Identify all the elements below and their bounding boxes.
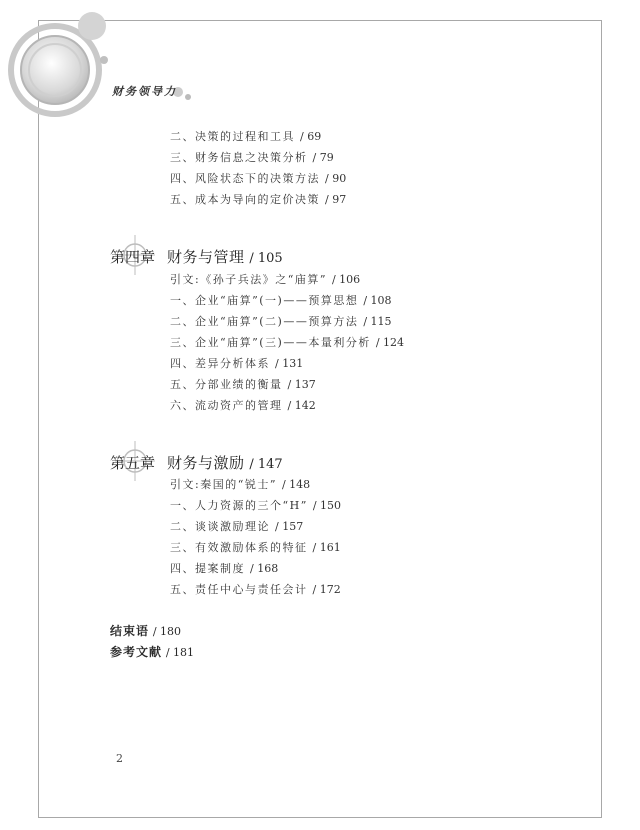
toc-closing[interactable]: 结束语 / 180: [110, 624, 182, 638]
toc-item[interactable]: 三、财务信息之决策分析 / 79: [170, 151, 334, 164]
circles-decoration: [0, 0, 220, 140]
toc-item[interactable]: 二、决策的过程和工具 / 69: [170, 130, 322, 143]
toc-item[interactable]: 一、人力资源的三个“H” / 150: [170, 499, 342, 512]
toc-item[interactable]: 三、企业“庙算”(三)——本量利分析 / 124: [170, 336, 405, 349]
toc-item[interactable]: 四、提案制度 / 168: [170, 562, 279, 575]
chapter-heading-4[interactable]: 第四章 财务与管理 / 105: [110, 248, 283, 266]
toc-item[interactable]: 三、有效激励体系的特征 / 161: [170, 541, 341, 554]
toc-references[interactable]: 参考文献 / 181: [110, 645, 195, 659]
chapter-heading-5[interactable]: 第五章 财务与激励 / 147: [110, 454, 283, 472]
toc-item[interactable]: 六、流动资产的管理 / 142: [170, 399, 316, 412]
toc-item[interactable]: 二、谈谈激励理论 / 157: [170, 520, 304, 533]
page-number: 2: [116, 752, 123, 765]
toc-item[interactable]: 二、企业“庙算”(二)——预算方法 / 115: [170, 315, 392, 328]
toc-item[interactable]: 引文:《孙子兵法》之“庙算” / 106: [170, 273, 361, 286]
book-title: 财务领导力: [112, 85, 177, 98]
toc-item[interactable]: 四、差异分析体系 / 131: [170, 357, 304, 370]
toc-item[interactable]: 五、分部业绩的衡量 / 137: [170, 378, 316, 391]
toc-item[interactable]: 一、企业“庙算”(一)——预算思想 / 108: [170, 294, 392, 307]
toc-item[interactable]: 五、责任中心与责任会计 / 172: [170, 583, 341, 596]
toc-item[interactable]: 四、风险状态下的决策方法 / 90: [170, 172, 347, 185]
toc-item[interactable]: 五、成本为导向的定价决策 / 97: [170, 193, 347, 206]
toc-item[interactable]: 引文:秦国的“锐士” / 148: [170, 478, 311, 491]
